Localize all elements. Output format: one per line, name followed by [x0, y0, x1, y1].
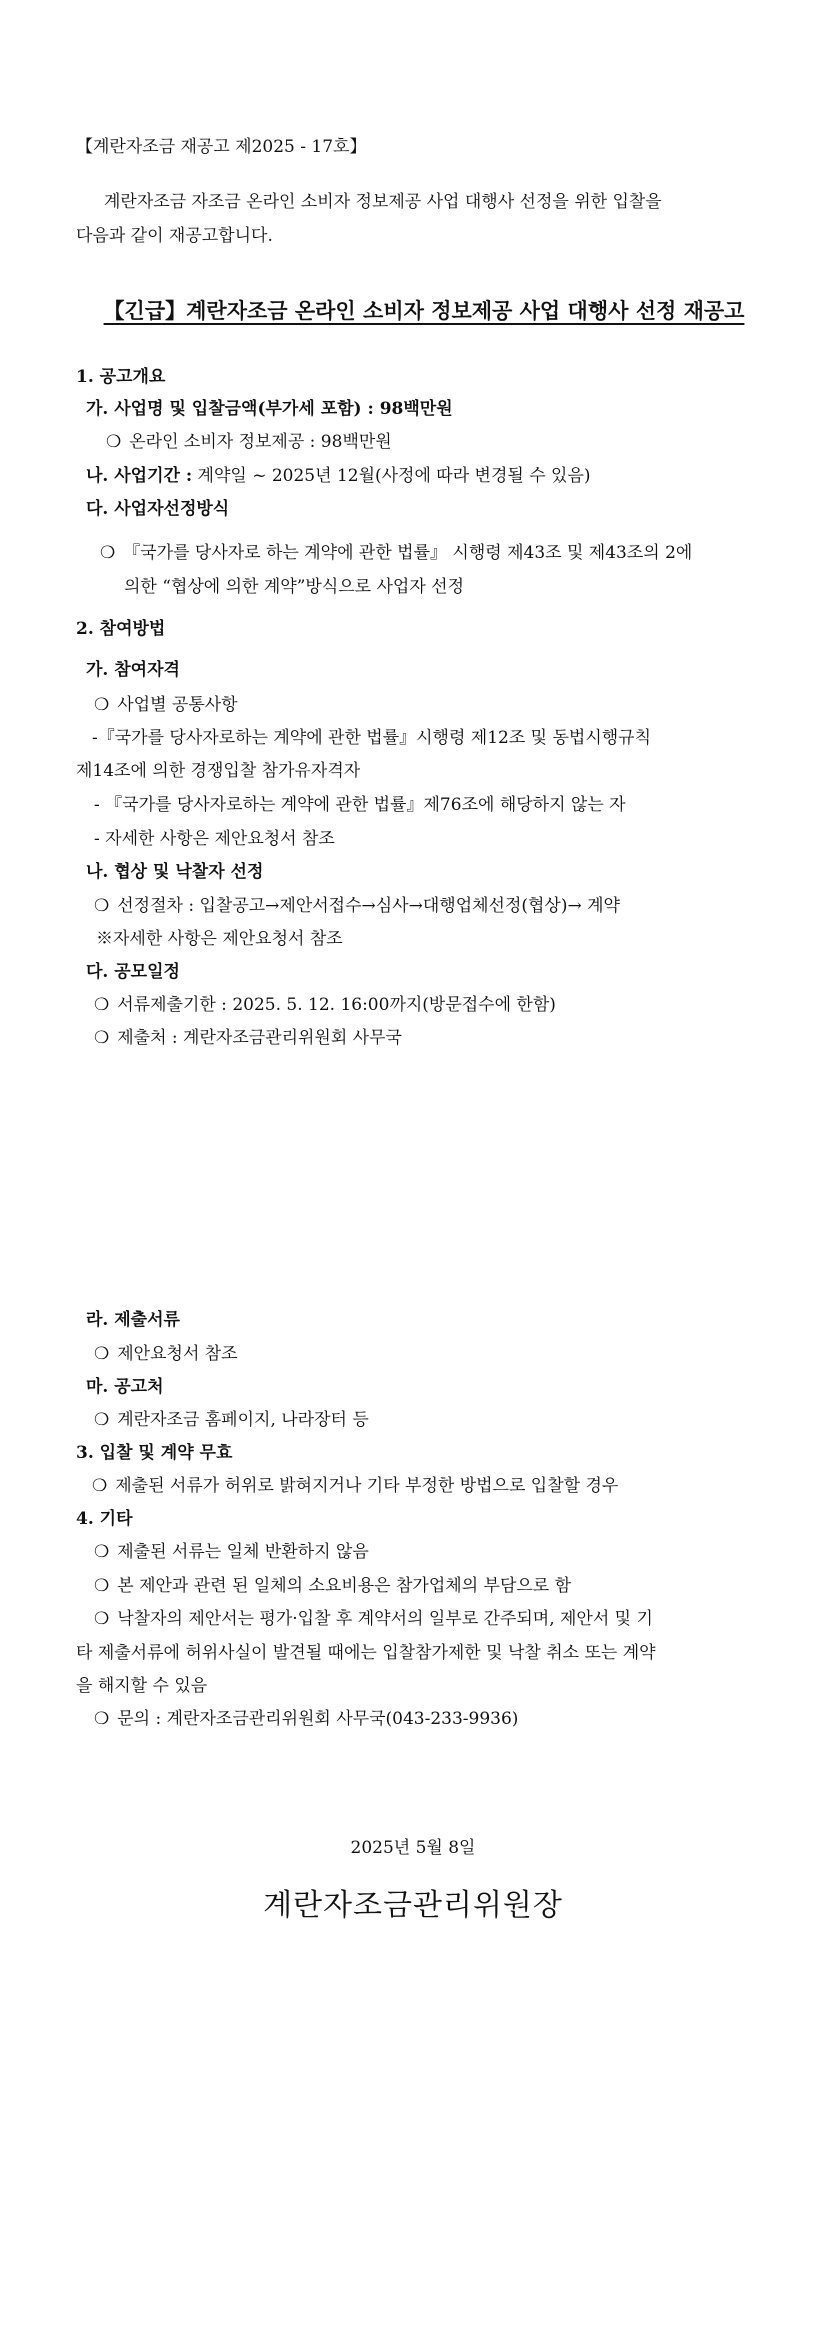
- bullet-icon: ❍: [100, 543, 116, 563]
- section-1-na: [86, 465, 591, 487]
- section-4-heading: 4. 기타: [76, 1509, 133, 1529]
- bullet-icon: ❍: [94, 1344, 110, 1364]
- section-2-na-item-text: 선정절차 : 입찰공고→제안서접수→심사→대행업체선정(협상)→ 계약: [117, 896, 620, 916]
- notice-number: 【계란자조금 재공고 제2025 - 17호】: [76, 137, 367, 157]
- bullet-icon: ❍: [94, 1709, 110, 1729]
- section-2-ma-item: [94, 1409, 369, 1431]
- section-2-na-item: [94, 895, 620, 917]
- section-4-item-2: [94, 1575, 571, 1597]
- section-2-ga-line-2: 제14조에 의한 경쟁입찰 참가유자격자: [76, 761, 361, 781]
- section-3-item-text: 제출된 서류가 허위로 밝혀지거나 기타 부정한 방법으로 입찰할 경우: [115, 1476, 619, 1496]
- section-2-ra: 라. 제출서류: [86, 1310, 180, 1330]
- section-2-ma-item-text: 계란자조금 홈페이지, 나라장터 등: [117, 1410, 369, 1430]
- section-1-ga-item-text: 온라인 소비자 정보제공 : 98백만원: [129, 432, 392, 452]
- section-2-ra-item: [94, 1343, 238, 1365]
- section-2-ma: 마. 공고처: [86, 1377, 164, 1397]
- section-2-ga-line-4: - 자세한 사항은 제안요청서 참조: [94, 829, 335, 849]
- section-1-heading: 1. 공고개요: [76, 367, 166, 387]
- section-2-heading: 2. 참여방법: [76, 619, 166, 639]
- document-date: 2025년 5월 8일: [350, 1838, 476, 1858]
- section-1-da-item-2: 의한 “협상에 의한 계약”방식으로 사업자 선정: [124, 577, 464, 597]
- bullet-icon: ❍: [94, 896, 110, 916]
- section-2-ga: 가. 참여자격: [86, 660, 180, 680]
- section-2-ga-line-1: -『국가를 당사자로하는 계약에 관한 법률』시행령 제12조 및 동법시행규칙: [92, 728, 652, 748]
- section-2-da: 다. 공모일정: [86, 962, 180, 982]
- bullet-icon: ❍: [94, 1410, 110, 1430]
- section-2-na-note: ※자세한 사항은 제안요청서 참조: [96, 929, 343, 949]
- document-title: 【긴급】계란자조금 온라인 소비자 정보제공 사업 대행사 선정 재공고: [103, 298, 745, 323]
- section-4-item-4: [94, 1708, 518, 1730]
- signature-title: 계란자조금관리위원장: [263, 1888, 563, 1923]
- bullet-icon: ❍: [106, 432, 122, 452]
- section-1-da-item-1: [100, 542, 692, 564]
- section-2-ra-item-text: 제안요청서 참조: [117, 1344, 238, 1364]
- section-2-da-item-1: [94, 994, 556, 1016]
- intro-line-2: 다음과 같이 재공고합니다.: [76, 226, 273, 246]
- section-4-item-3: [94, 1608, 653, 1630]
- section-4-item-3-line-2: 타 제출서류에 허위사실이 발견될 때에는 입찰참가제한 및 낙찰 취소 또는 계약: [76, 1643, 656, 1663]
- section-1-da-item-1-text: 『국가를 당사자로 하는 계약에 관한 법률』 시행령 제43조 및 제43조의 2에: [123, 543, 693, 563]
- bullet-icon: ❍: [94, 1576, 110, 1596]
- section-4-item-4-text: 문의 : 계란자조금관리위원회 사무국(043-233-9936): [117, 1709, 519, 1729]
- section-2-na: 나. 협상 및 낙찰자 선정: [86, 862, 264, 882]
- section-1-na-label: 나. 사업기간 :: [86, 466, 193, 486]
- section-2-ga-item: [94, 694, 238, 716]
- section-1-da: 다. 사업자선정방식: [86, 499, 230, 519]
- section-1-ga: 가. 사업명 및 입찰금액(부가세 포함) : 98백만원: [86, 399, 453, 419]
- bullet-icon: ❍: [94, 1542, 110, 1562]
- section-1-ga-item: [106, 431, 392, 453]
- section-4-item-1: [94, 1541, 369, 1563]
- section-4-item-2-text: 본 제안과 관련 된 일체의 소요비용은 참가업체의 부담으로 함: [117, 1576, 572, 1596]
- section-1-na-text: 계약일 ~ 2025년 12월(사정에 따라 변경될 수 있음): [192, 466, 591, 486]
- section-2-da-item-2-text: 제출처 : 계란자조금관리위원회 사무국: [117, 1028, 402, 1048]
- section-4-item-3-line-3: 을 해지할 수 있음: [76, 1676, 208, 1696]
- section-2-ga-item-text: 사업별 공통사항: [117, 695, 238, 715]
- bullet-icon: ❍: [94, 995, 110, 1015]
- section-2-da-item-1-text: 서류제출기한 : 2025. 5. 12. 16:00까지(방문접수에 한함): [117, 995, 556, 1015]
- bullet-icon: ❍: [94, 1028, 110, 1048]
- section-3-heading: 3. 입찰 및 계약 무효: [76, 1443, 233, 1463]
- section-2-da-item-2: [94, 1027, 402, 1049]
- bullet-icon: ❍: [94, 695, 110, 715]
- bullet-icon: ❍: [94, 1609, 110, 1629]
- bullet-icon: ❍: [92, 1476, 108, 1496]
- section-4-item-1-text: 제출된 서류는 일체 반환하지 않음: [117, 1542, 369, 1562]
- section-4-item-3-line-1: 낙찰자의 제안서는 평가·입찰 후 계약서의 일부로 간주되며, 제안서 및 기: [117, 1609, 653, 1629]
- section-2-ga-line-3: - 『국가를 당사자로하는 계약에 관한 법률』제76조에 해당하지 않는 자: [94, 795, 626, 815]
- section-3-item: [92, 1475, 618, 1497]
- intro-line-1: 계란자조금 자조금 온라인 소비자 정보제공 사업 대행사 선정을 위한 입찰을: [104, 192, 662, 212]
